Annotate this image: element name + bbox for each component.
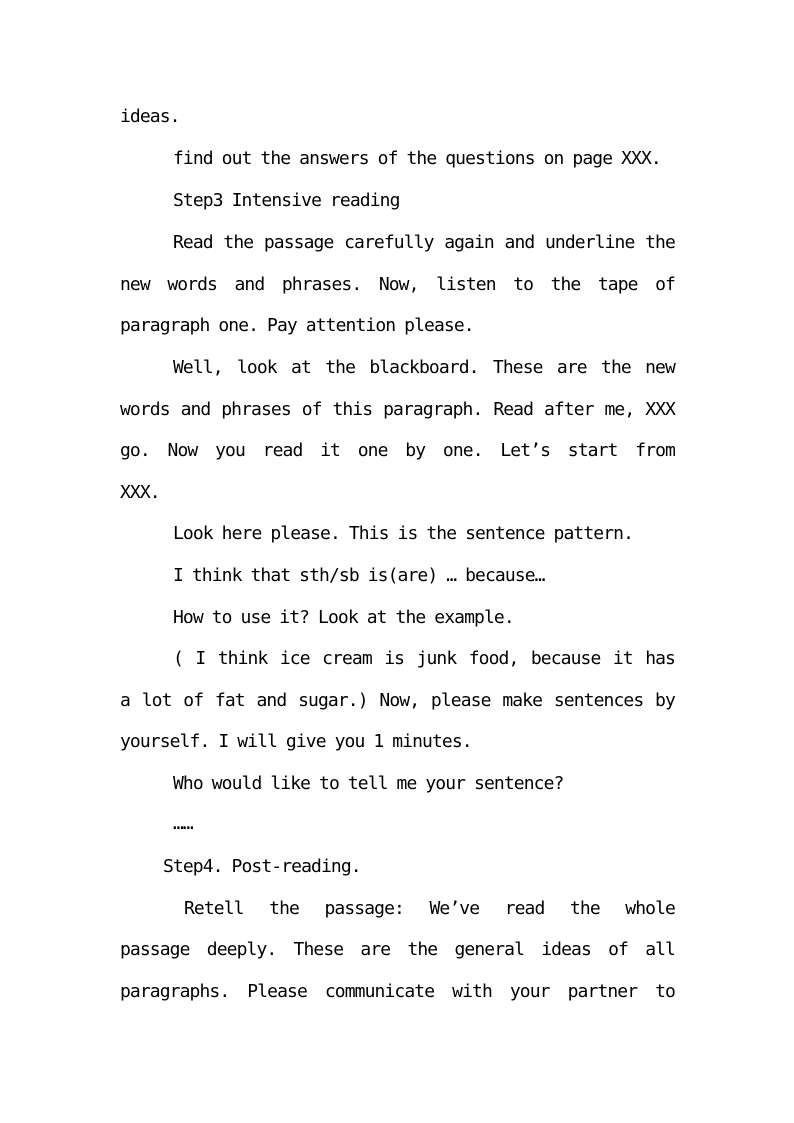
word: phrases — [221, 399, 291, 420]
word: of — [183, 690, 204, 711]
word: new — [645, 357, 675, 378]
word: and — [256, 690, 287, 711]
word: make — [502, 690, 543, 711]
text-line-5 — [120, 273, 675, 297]
word: look — [236, 357, 277, 378]
word: think — [217, 648, 268, 669]
ellipsis-line: …… — [173, 813, 193, 834]
word: paragraphs. — [120, 981, 230, 1002]
word: a — [120, 690, 130, 711]
text-line-10: XXX. — [120, 482, 160, 503]
text-line-15 — [120, 689, 675, 713]
word: ideas — [541, 939, 591, 960]
text-line-4 — [173, 231, 675, 255]
text-line-6: paragraph one. Pay attention please. — [120, 315, 474, 336]
word: start — [567, 440, 618, 461]
text-line-21 — [120, 938, 675, 962]
word: new — [120, 274, 150, 295]
word: cream — [322, 648, 372, 669]
word: this — [332, 399, 373, 420]
word: ice — [279, 648, 310, 669]
word: passage: — [324, 898, 404, 919]
word: with — [452, 981, 492, 1002]
word: whole — [625, 898, 675, 919]
word: read — [504, 898, 545, 919]
word: the — [645, 232, 675, 253]
word: of — [301, 399, 322, 420]
text-line-13: How to use it? Look at the example. — [173, 607, 514, 628]
word: sugar.) — [298, 690, 368, 711]
word: I — [195, 648, 206, 669]
word: go. — [120, 440, 150, 461]
word: at — [291, 357, 311, 378]
word: of — [655, 274, 675, 295]
word: are — [360, 939, 391, 960]
word: XXX — [645, 399, 675, 420]
word: ( — [173, 648, 183, 669]
text-line-22 — [120, 980, 675, 1004]
word: and — [180, 399, 211, 420]
word: it — [320, 440, 340, 461]
word: Read — [493, 399, 534, 420]
word: it — [612, 648, 633, 669]
word: by — [655, 690, 675, 711]
word: junk — [416, 648, 457, 669]
word: These — [492, 357, 543, 378]
word: general — [454, 939, 525, 960]
word: We’ve — [429, 898, 480, 919]
sentence-pattern: I think that sth/sb is(are) … because… — [173, 565, 545, 586]
word: paragraph. — [383, 399, 483, 420]
word: words — [120, 399, 170, 420]
word: Well, — [173, 357, 223, 378]
text-line-16: yourself. I will give you 1 minutes. — [120, 731, 472, 752]
step4-heading: Step4. Post-reading. — [163, 856, 361, 877]
word: Read — [173, 232, 213, 253]
text-line-2: find out the answers of the questions on page XXX. — [173, 148, 661, 169]
text-line-1: ideas. — [120, 106, 180, 127]
word: your — [509, 981, 550, 1002]
word: fat — [214, 690, 245, 711]
word: and — [234, 274, 265, 295]
word: passage — [120, 939, 190, 960]
word: carefully — [344, 232, 434, 253]
word: the — [569, 898, 600, 919]
word: Now, — [379, 690, 420, 711]
word: me, — [604, 399, 635, 420]
word: Retell — [184, 898, 244, 919]
word: the — [601, 357, 631, 378]
text-line-7 — [173, 356, 675, 380]
text-line-17: Who would like to tell me your sentence? — [173, 773, 564, 794]
word: one. — [442, 440, 483, 461]
word: Now — [167, 440, 198, 461]
word: Now, — [378, 274, 419, 295]
word: words — [167, 274, 217, 295]
word: the — [325, 357, 356, 378]
word: all — [645, 939, 675, 960]
word: the — [407, 939, 438, 960]
word: listen — [436, 274, 496, 295]
word: after — [543, 399, 594, 420]
word: Please — [247, 981, 307, 1002]
word: and — [504, 232, 535, 253]
word: These — [293, 939, 344, 960]
word: the — [550, 274, 581, 295]
word: the — [223, 232, 254, 253]
step3-heading: Step3 Intensive reading — [173, 190, 400, 211]
text-line-20 — [184, 897, 675, 921]
word: are — [556, 357, 587, 378]
word: passage — [263, 232, 334, 253]
word: is — [384, 648, 405, 669]
word: to — [655, 981, 675, 1002]
text-line-9 — [120, 439, 675, 463]
text-line-11: Look here please. This is the sentence pattern. — [173, 523, 634, 544]
word: one — [357, 440, 388, 461]
word: sentences — [553, 690, 644, 711]
word: from — [635, 440, 675, 461]
word: food, — [468, 648, 519, 669]
word: please — [430, 690, 491, 711]
word: you — [215, 440, 245, 461]
word: again — [444, 232, 494, 253]
word: communicate — [324, 981, 435, 1002]
word: to — [513, 274, 534, 295]
word: of — [608, 939, 628, 960]
word: blackboard. — [369, 357, 479, 378]
text-line-14 — [173, 647, 675, 671]
word: Let’s — [500, 440, 551, 461]
word: lot — [141, 690, 172, 711]
word: has — [645, 648, 675, 669]
word: tape — [597, 274, 638, 295]
word: read — [262, 440, 303, 461]
word: partner — [567, 981, 638, 1002]
word: the — [269, 898, 299, 919]
word: phrases. — [281, 274, 362, 295]
word: by — [405, 440, 426, 461]
word: deeply. — [206, 939, 277, 960]
word: because — [530, 648, 601, 669]
word: underline — [545, 232, 635, 253]
text-line-8 — [120, 398, 675, 422]
